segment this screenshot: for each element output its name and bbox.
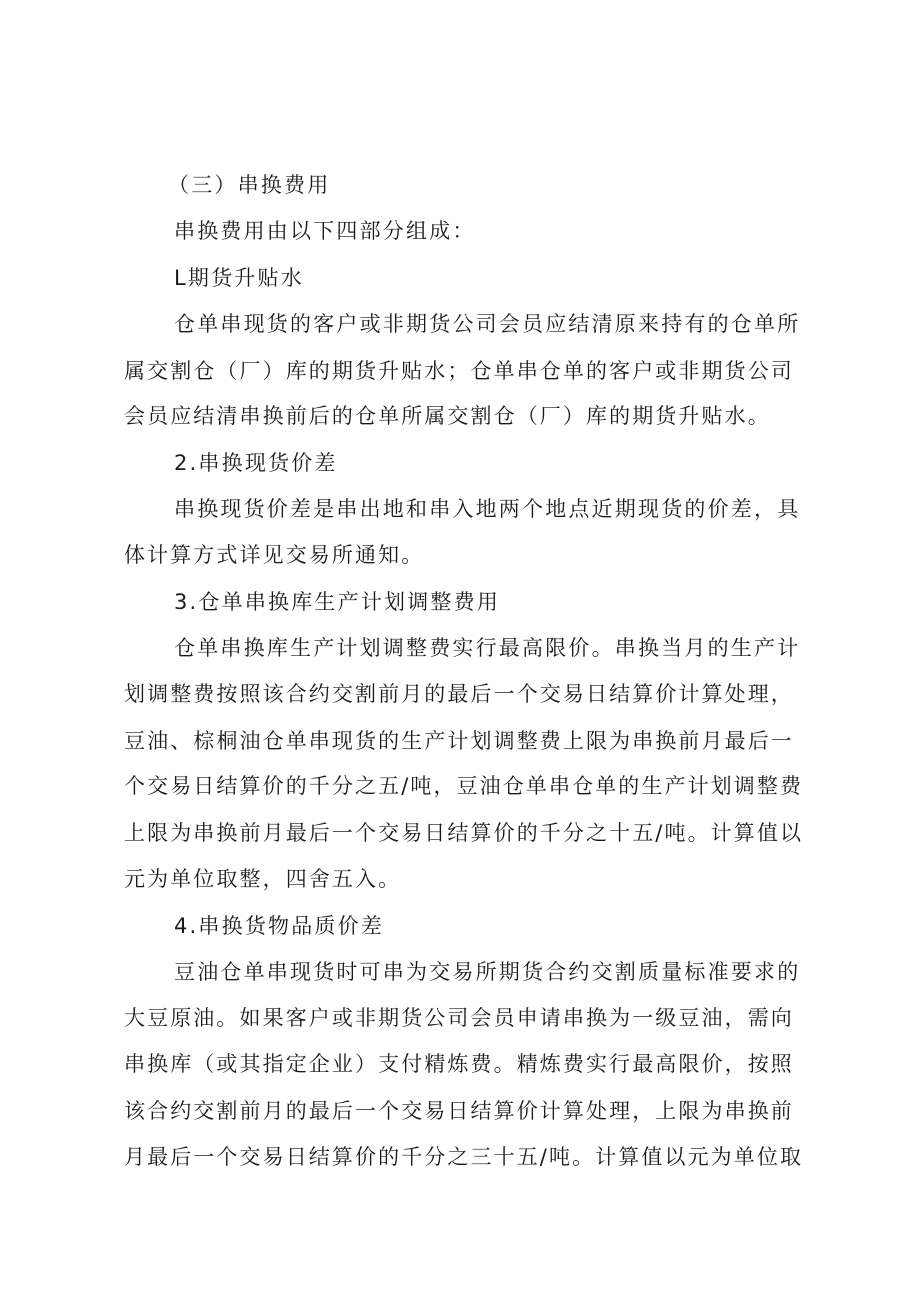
- item-4-heading: 4.串换货物品质价差: [174, 914, 385, 938]
- item-1-heading: L期货升贴水: [174, 266, 304, 290]
- item-2-line-1: 串换现货价差是串出地和串入地两个地点近期现货的价差，具: [174, 497, 801, 521]
- item-3-line-6: 元为单位取整，四舍五入。: [124, 867, 402, 891]
- section-heading: （三）串换费用: [168, 173, 331, 197]
- item-4-line-4: 该合约交割前月的最后一个交易日结算价计算处理，上限为串换前: [124, 1099, 794, 1123]
- item-2-line-2: 体计算方式详见交易所通知。: [124, 543, 425, 567]
- item-3-line-1: 仓单串换库生产计划调整费实行最高限价。串换当月的生产计: [174, 636, 801, 660]
- item-4-line-1: 豆油仓单串现货时可串为交易所期货合约交割质量标准要求的: [174, 960, 801, 984]
- intro-text: 串换费用由以下四部分组成：: [174, 219, 476, 243]
- item-3-line-2: 划调整费按照该合约交割前月的最后一个交易日结算价计算处理，: [124, 682, 794, 706]
- item-3-line-4: 个交易日结算价的千分之五/吨，豆油仓单串仓单的生产计划调整费: [124, 774, 804, 798]
- item-4-line-5: 月最后一个交易日结算价的千分之三十五/吨。计算值以元为单位取: [124, 1145, 804, 1169]
- item-1-line-1: 仓单串现货的客户或非期货公司会员应结清原来持有的仓单所: [174, 312, 801, 336]
- item-1-line-2: 属交割仓（厂）库的期货升贴水；仓单串仓单的客户或非期货公司: [124, 359, 794, 383]
- item-4-line-3: 串换库（或其指定企业）支付精炼费。精炼费实行最高限价，按照: [124, 1052, 794, 1076]
- item-3-line-3: 豆油、棕桐油仓单串现货的生产计划调整费上限为串换前月最后一: [124, 729, 794, 753]
- item-3-heading: 3.仓单串换库生产计划调整费用: [174, 590, 501, 614]
- item-1-line-3: 会员应结清串换前后的仓单所属交割仓（厂）库的期货升贴水。: [124, 404, 771, 428]
- item-2-heading: 2.串换现货价差: [174, 451, 338, 475]
- item-4-line-2: 大豆原油。如果客户或非期货公司会员申请串换为一级豆油，需向: [124, 1006, 794, 1030]
- item-3-line-5: 上限为串换前月最后一个交易日结算价的千分之十五/吨。计算值以: [124, 821, 804, 845]
